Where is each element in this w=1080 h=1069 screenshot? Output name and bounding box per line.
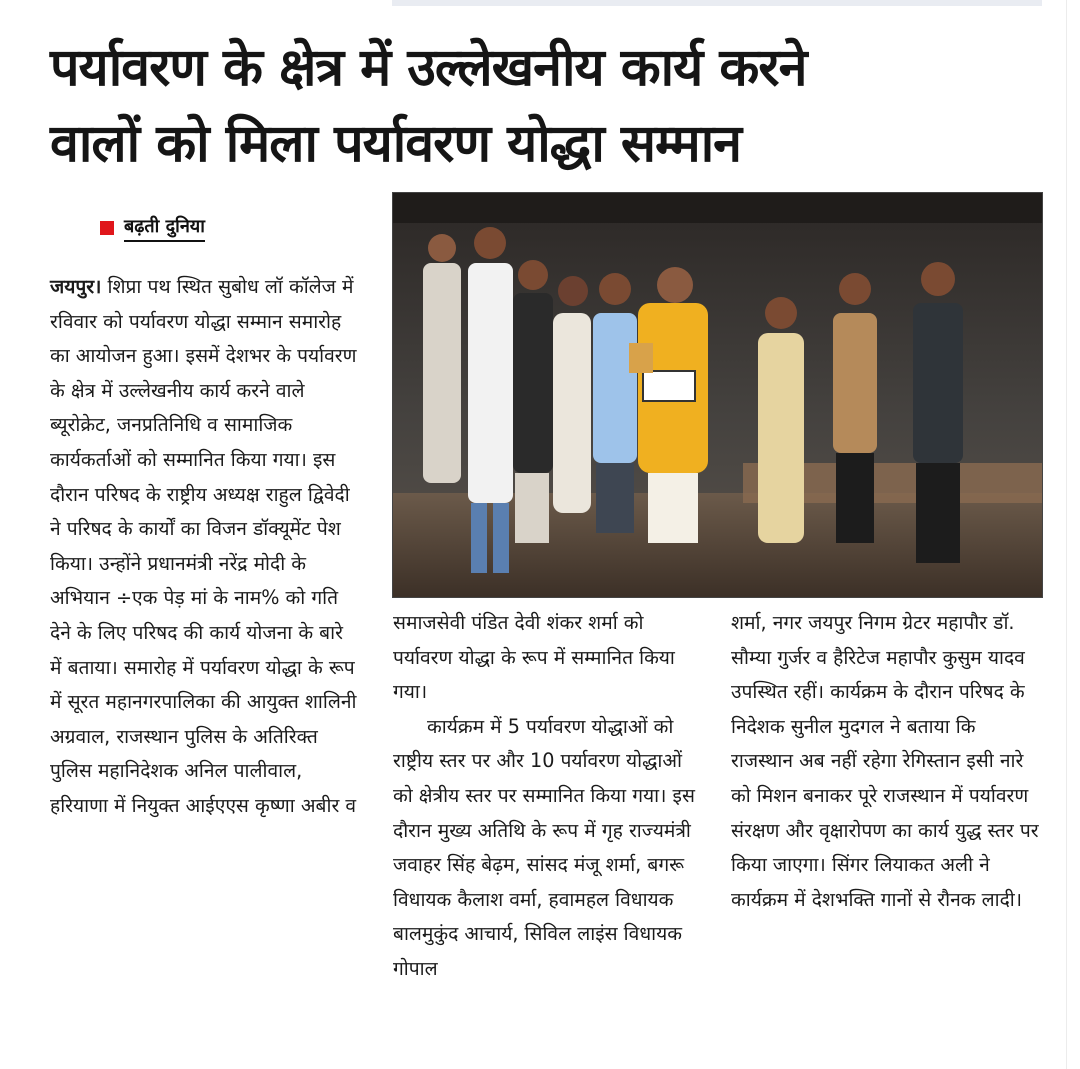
byline [100,214,205,242]
dateline: जयपुर। [50,275,102,298]
paragraph-text: शिप्रा पथ स्थित सुबोध लॉ कॉलेज में रविवार को पर्यावरण योद्धा सम्मान समारोह का आयोजन हुआ। इसमें देशभर के पर्यावरण के क्षेत्र में उल्लेखनीय कार्य करने वाले ब्यूरोक्रेट, जनप्रतिनिधि व सामाजिक कार्यकर्ताओं को सम्मानित किया गया। इस दौरान परिषद के राष्ट्रीय अध्यक्ष राहुल द्विवेदी ने परिषद के कार्यों का विजन डॉक्यूमेंट पेश किया। उन्होंने प्रधानमंत्री नरेंद्र मोदी के अभियान ÷एक पेड़ मां के नाम% को गति देने के लिए परिषद की कार्य योजना के बारे में बताया। समारोह में पर्यावरण योद्धा के रूप में सूरत महानगरपालिका की आयुक्त शालिनी अग्रवाल, राजस्थान पुलिस के अतिरिक्त पुलिस महानिदेशक अनिल पालीवाल, हरियाणा में नियुक्त आईएएस कृष्णा अबीर व [50,275,357,817]
article-paragraph: शर्मा, नगर जयपुर निगम ग्रेटर महापौर डॉ. सौम्या गुर्जर व हैरिटेज महापौर कुसुम यादव उपस्थित रहीं। कार्यक्रम के दौरान परिषद के निदेशक सुनील मुदगल ने बताया कि राजस्थान अब नहीं रहेगा रेगिस्तान इसी नारे को मिशन बनाकर पूरे राजस्थान में पर्यावरण संरक्षण और वृक्षारोपण का कार्य युद्ध स्तर पर किया जाएगा। सिंगर लियाकत अली ने कार्यक्रम में देशभक्ति गानों से रौनक लादी। [731,611,1039,911]
article-column-1 [50,270,358,824]
top-rule [392,0,1042,6]
event-photo-illustration [393,193,1043,598]
headline-line-1: पर्यावरण के क्षेत्र में उल्लेखनीय कार्य करने [50,38,807,98]
article-paragraph [50,270,358,824]
headline-line-2: वालों को मिला पर्यावरण योद्धा सम्मान [50,114,742,174]
byline-marker-icon [100,221,114,235]
headline [50,30,1050,182]
event-photo [392,192,1043,598]
article-paragraph: कार्यक्रम में 5 पर्यावरण योद्धाओं को राष्ट्रीय स्तर पर और 10 पर्यावरण योद्धाओं को क्षेत्रीय स्तर पर सम्मानित किया गया। इस दौरान मुख्य अतिथि के रूप में गृह राज्यमंत्री जवाहर सिंह बेढ़म, सांसद मंजू शर्मा, बगरू विधायक कैलाश वर्मा, हवामहल विधायक बालमुकुंद आचार्य, सिविल लाइंस विधायक गोपाल [393,714,695,980]
article-column-3 [731,606,1041,917]
page-edge [1066,0,1067,1069]
byline-source: बढ़ती दुनिया [124,214,205,242]
article-column-2 [393,606,705,987]
article-paragraph: समाजसेवी पंडित देवी शंकर शर्मा को पर्यावरण योद्धा के रूप में सम्मानित किया गया। [393,611,675,704]
